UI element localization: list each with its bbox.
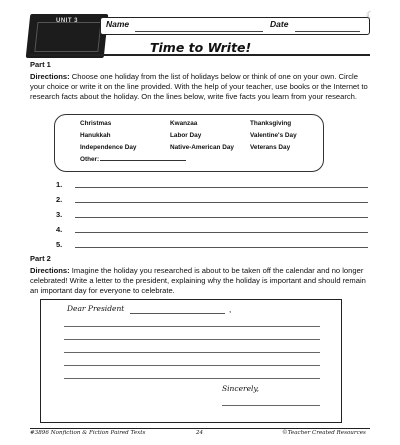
other-label: Other: [80, 156, 100, 163]
fact-number-1: 1. [56, 180, 63, 189]
holiday-hanukkah[interactable]: Hanukkah [80, 132, 111, 139]
part1-directions [30, 72, 370, 102]
holiday-native-american-day[interactable]: Native-American Day [170, 144, 234, 151]
holiday-valentines-day[interactable]: Valentine's Day [250, 132, 297, 139]
part2-directions [30, 266, 370, 296]
other-holiday-line[interactable] [100, 160, 186, 161]
holiday-thanksgiving[interactable]: Thanksgiving [250, 120, 292, 127]
signature-line[interactable] [222, 405, 320, 406]
footer-publisher: ©Teacher Created Resources [282, 430, 366, 436]
fact-line-5[interactable] [75, 247, 368, 248]
holiday-independence-day[interactable]: Independence Day [80, 144, 137, 151]
holiday-kwanzaa[interactable]: Kwanzaa [170, 120, 198, 127]
letter-closing: Sincerely, [222, 384, 260, 393]
footer-page-number: 24 [196, 430, 204, 436]
part2-heading: Part 2 [30, 254, 51, 263]
fact-number-2: 2. [56, 195, 63, 204]
page-title: Time to Write! [150, 40, 252, 55]
letter-salutation: Dear President [67, 304, 125, 313]
fact-number-4: 4. [56, 225, 63, 234]
part2-directions-label: Directions: [30, 266, 70, 275]
chalkboard-frame [34, 22, 101, 52]
holiday-christmas[interactable]: Christmas [80, 120, 112, 127]
part1-directions-text: Choose one holiday from the list of holidays below or think of one on your own. Circle your choice or write it on the line provided. With the help of your teacher, use books or the Internet to research facts about the holiday. On the lines below, write five facts you learn from your research. [30, 72, 368, 101]
date-label: Date [270, 19, 289, 29]
salutation-name-line[interactable] [130, 313, 225, 314]
fact-line-1[interactable] [75, 187, 368, 188]
page-corner-icon: ☾ [366, 10, 375, 20]
holiday-veterans-day[interactable]: Veterans Day [250, 144, 291, 151]
part2-directions-text: Imagine the holiday you researched is about to be taken off the calendar and no longer celebrated! Write a letter to the president, explaining why the holiday is important and should remain an important day for everyone to celebrate. [30, 266, 366, 295]
fact-number-3: 3. [56, 210, 63, 219]
fact-number-5: 5. [56, 240, 63, 249]
letter-line-4[interactable] [64, 365, 320, 366]
part1-directions-label: Directions: [30, 72, 70, 81]
date-field-line[interactable] [295, 31, 360, 32]
footer-book-title: #3896 Nonfiction & Fiction Paired Texts [30, 430, 146, 436]
fact-line-2[interactable] [75, 202, 368, 203]
title-divider [30, 54, 370, 56]
salutation-comma: , [229, 305, 232, 314]
part1-heading: Part 1 [30, 60, 51, 69]
name-field-line[interactable] [135, 31, 263, 32]
letter-line-5[interactable] [64, 378, 320, 379]
letter-line-2[interactable] [64, 339, 320, 340]
name-label: Name [106, 19, 130, 29]
fact-line-4[interactable] [75, 232, 368, 233]
letter-line-3[interactable] [64, 352, 320, 353]
letter-line-1[interactable] [64, 326, 320, 327]
footer-divider [30, 428, 370, 429]
holiday-labor-day[interactable]: Labor Day [170, 132, 202, 139]
name-date-bar [100, 17, 370, 35]
fact-line-3[interactable] [75, 217, 368, 218]
unit-label: UNIT 3 [56, 18, 79, 24]
